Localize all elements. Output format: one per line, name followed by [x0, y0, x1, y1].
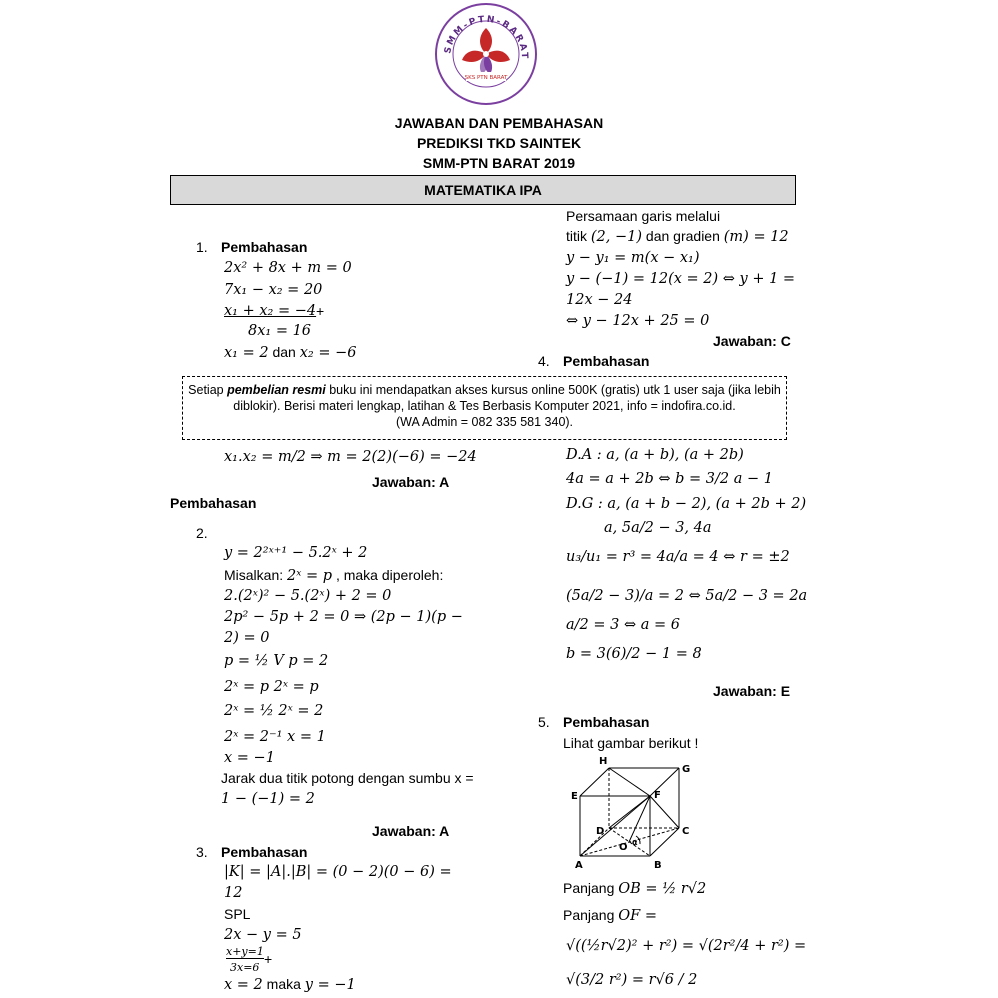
q5-title: Pembahasan — [563, 714, 650, 730]
q2-line6: p = ½ V p = 2 — [224, 653, 329, 669]
q1-title: Pembahasan — [221, 239, 308, 255]
q4-line5: u₃/u₁ = r³ = 4a/a = 4 ⇔ r = ±2 — [566, 549, 790, 565]
q2-line5: 2) = 0 — [224, 630, 270, 646]
q3-line7 — [224, 976, 356, 994]
label-o: O — [619, 842, 628, 853]
q2-misalkan: Misalkan: — [224, 567, 288, 583]
promo-text-b: buku ini mendapatkan akses kursus online 500K (gratis) utk 1 user saja (jika lebih — [325, 383, 781, 397]
q1-line5 — [224, 344, 356, 362]
q3-line6: 3x=6 — [230, 961, 260, 974]
doc-year: SMM-PTN BARAT 2019 — [422, 155, 576, 171]
doc-subtitle: PREDIKSI TKD SAINTEK — [416, 135, 582, 151]
q5-ob: OB = ½ r√2 — [618, 881, 707, 897]
svg-text:SKS PTN BARAT: SKS PTN BARAT — [464, 75, 508, 81]
q2-sub: 2ˣ = p — [287, 568, 333, 584]
q4-line6: (5a/2 − 3)/a = 2 ⇔ 5a/2 − 3 = 2a — [566, 588, 808, 604]
q1-line1: 2x² + 8x + m = 0 — [224, 260, 352, 276]
q2-line12: 1 − (−1) = 2 — [221, 791, 315, 807]
promo-line3: (WA Admin = 082 335 581 340). — [395, 415, 574, 429]
q5-panjang-ob: Panjang — [563, 880, 619, 896]
promo-text-a: Setiap — [188, 383, 228, 397]
q3b-line4: y − (−1) = 12(x = 2) ⇔ y + 1 = — [566, 271, 796, 287]
logo — [434, 2, 538, 106]
label-h: H — [599, 756, 608, 767]
q3b-gradien: dan gradien — [642, 228, 724, 244]
q2-line1: y = 2²ˣ⁺¹ − 5.2ˣ + 2 — [224, 545, 368, 561]
q2-line8: 2ˣ = ½ 2ˣ = 2 — [224, 703, 324, 719]
q3b-m: (m) = 12 — [723, 229, 789, 245]
q5-line3 — [563, 907, 657, 925]
q3-plus: + — [264, 951, 273, 967]
cube-diagram — [566, 752, 696, 872]
q1-plus: + — [316, 303, 325, 319]
q5-line1: Lihat gambar berikut ! — [563, 735, 699, 751]
q1-line2: 7x₁ − x₂ = 20 — [224, 282, 323, 298]
label-a: A — [575, 860, 583, 871]
label-d: D — [596, 826, 605, 837]
q5-panjang-of: Panjang — [563, 907, 619, 923]
q1-x2: x₂ = −6 — [299, 345, 357, 361]
q3-line2: 12 — [224, 885, 243, 901]
label-c: C — [682, 826, 690, 837]
label-alpha: α — [632, 838, 638, 847]
svg-text:SMM-PTN-BARAT: SMM-PTN-BARAT — [443, 14, 530, 61]
q2-answer: Jawaban: A — [372, 823, 450, 839]
section-banner: MATEMATIKA IPA — [170, 175, 796, 205]
q3-maka: maka — [262, 976, 305, 992]
q1-answer: Jawaban: A — [372, 474, 450, 490]
q3-x: x = 2 — [224, 977, 263, 993]
q3b-line2 — [566, 228, 789, 246]
q2-maka: , maka diperoleh: — [332, 567, 444, 583]
q3-line5: x+y=1 — [226, 945, 264, 958]
q1-line6: x₁.x₂ = m/2 ⇒ m = 2(2)(−6) = −24 — [224, 449, 477, 465]
q2-line2 — [224, 567, 443, 585]
q2-line11: Jarak dua titik potong dengan sumbu x = — [221, 770, 474, 786]
q4-line8: b = 3(6)/2 − 1 = 8 — [566, 646, 702, 662]
q4-number: 4. — [538, 353, 550, 369]
q3b-line1: Persamaan garis melalui — [566, 208, 721, 224]
logo-emblem — [434, 2, 538, 106]
promo-line2: diblokir). Berisi materi lengkap, latihan & Tes Berbasis Komputer 2021, info = indofira.co.id. — [233, 399, 736, 413]
q2-line4: 2p² − 5p + 2 = 0 ⇒ (2p − 1)(p − — [224, 609, 463, 625]
q1-line3: x₁ + x₂ = −4 — [224, 303, 317, 319]
q3b-titik: titik — [566, 228, 591, 244]
q4-line7: a/2 = 3 ⇔ a = 6 — [566, 617, 680, 633]
label-f: F — [654, 790, 661, 801]
q2-line9: 2ˣ = 2⁻¹ x = 1 — [224, 729, 326, 745]
q1-dan: dan — [268, 344, 300, 360]
q3b-line3: y − y₁ = m(x − x₁) — [566, 250, 700, 266]
q3b-answer: Jawaban: C — [713, 333, 791, 349]
q1-x1: x₁ = 2 — [224, 345, 269, 361]
q2-line10: x = −1 — [224, 750, 275, 766]
q3-line3: SPL — [224, 906, 251, 922]
q1-number: 1. — [196, 239, 208, 255]
q4-title: Pembahasan — [563, 353, 650, 369]
promo-line1 — [183, 382, 786, 398]
q3-y: y = −1 — [304, 977, 356, 993]
q2-line3: 2.(2ˣ)² − 5.(2ˣ) + 2 = 0 — [224, 588, 392, 604]
promo-emphasis: pembelian resmi — [227, 383, 326, 397]
q5-line5: √(3/2 r²) = r√6 / 2 — [566, 972, 698, 988]
q5-of: OF = — [618, 908, 657, 924]
promo-box — [182, 376, 787, 440]
pembahasan-heading: Pembahasan — [170, 495, 257, 511]
q3-line4: 2x − y = 5 — [224, 927, 302, 943]
q2-line7: 2ˣ = p 2ˣ = p — [224, 679, 319, 695]
q4-line3: D.G : a, (a + b − 2), (a + 2b + 2) — [566, 496, 807, 512]
label-g: G — [682, 764, 691, 775]
q3-title: Pembahasan — [221, 844, 308, 860]
q2-number: 2. — [196, 525, 208, 541]
doc-title: JAWABAN DAN PEMBAHASAN — [394, 115, 604, 131]
q4-line2: 4a = a + 2b ⇔ b = 3/2 a − 1 — [566, 471, 773, 487]
q3b-line6: ⇔ y − 12x + 25 = 0 — [566, 313, 710, 329]
q3-line1: |K| = |A|.|B| = (0 − 2)(0 − 6) = — [224, 864, 452, 880]
q3-number: 3. — [196, 844, 208, 860]
q4-answer: Jawaban: E — [713, 683, 791, 699]
q5-number: 5. — [538, 714, 550, 730]
label-e: E — [571, 791, 578, 802]
q5-line2 — [563, 880, 706, 898]
q3b-point: (2, −1) — [590, 229, 643, 245]
q1-line4: 8x₁ = 16 — [248, 323, 312, 339]
q5-line4: √((½r√2)² + r²) = √(2r²/4 + r²) = — [566, 938, 807, 954]
q4-line1: D.A : a, (a + b), (a + 2b) — [566, 447, 744, 463]
q4-line4: a, 5a/2 − 3, 4a — [604, 520, 712, 536]
q3b-line5: 12x − 24 — [566, 292, 633, 308]
label-b: B — [654, 860, 662, 871]
